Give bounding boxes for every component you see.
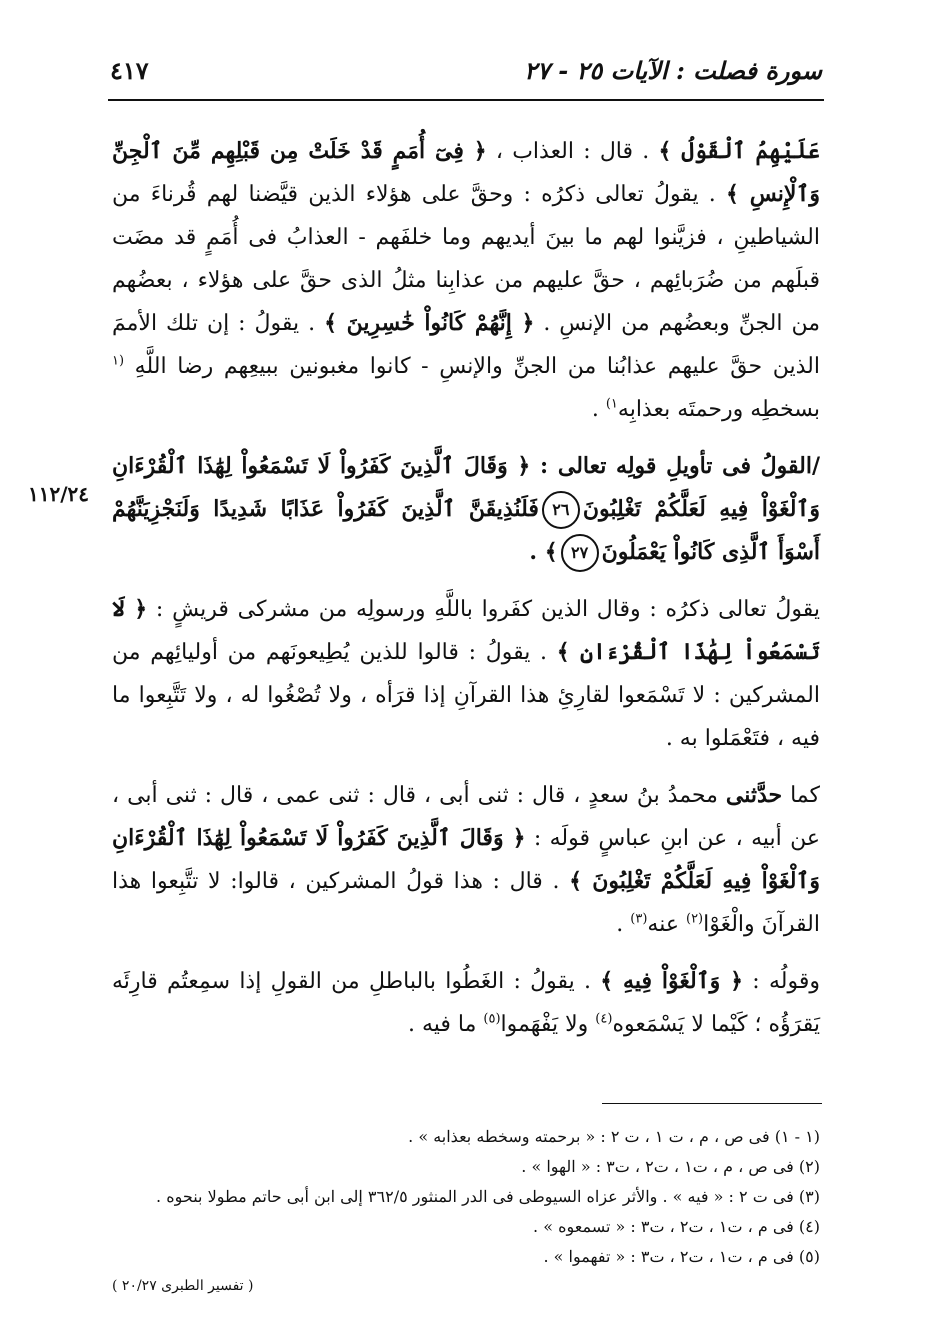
page-header — [110, 52, 822, 92]
commentary-text: ولا يَفْهَموا — [500, 1012, 596, 1037]
footnote: (١ - ١) فى ص ، م ، ت ١ ، ت ٢ : « برحمته وسخطه بعذابه » . — [408, 1127, 820, 1146]
header-rule — [108, 99, 824, 101]
quran-quote: ﴿ لَا تَسْمَعُواْ لِهَٰذَا ٱلْقُرْءَانِ ﴾ — [112, 596, 820, 665]
commentary-text: . يقولُ تعالى ذكرُه : وحقَّ على هؤلاء الذين قيَّضنا لهم قُرناءَ من الشياطينِ ، فزيَّنوا لهم ما بينَ أيديهم وما خلفَهم - العذابُ فى أُمَمٍ قد مضَت قبلَهم من ضُرَبائِهم ، حقَّ عليهم من عذابِنا مثلُ الذى حقَّ على هؤلاء ، بعضُهم من الجنِّ وبعضُهم من الإنسِ . — [112, 182, 820, 336]
page-footer: ( تفسير الطبرى ٢٠/٢٧ ) — [112, 1278, 254, 1294]
paragraph-2 — [112, 445, 820, 574]
commentary-text: كما — [782, 783, 820, 808]
commentary-text: . — [616, 912, 631, 937]
commentary-text: عنه — [647, 912, 686, 937]
narration-keyword: حدَّثنى — [725, 782, 783, 808]
quran-quote: عَلَيْهِمُ ٱلْقَوْلُ ﴾ — [658, 138, 821, 164]
paragraph-5 — [112, 960, 820, 1046]
commentary-text: ما فيه . — [407, 1012, 484, 1037]
commentary-text: بسخطِه ورحمتَه بعذابِه — [617, 397, 820, 422]
footnote-marker: (٤) — [595, 1011, 613, 1027]
footnote-marker: (١ — [112, 353, 125, 369]
section-heading: /القولُ فى تأويلِ قولِه تعالى : — [530, 453, 821, 479]
commentary-text: . قال : هذا قولُ المشركين ، قالوا: لا تتَّبِعوا هذا القرآنَ والْغَوْا — [112, 869, 820, 937]
verse-number-marker: ٢٦ — [542, 491, 580, 529]
paragraph-4 — [112, 774, 820, 946]
footnote-rule — [602, 1103, 822, 1104]
commentary-text: . يقولُ : قالوا للذين يُطِيعونَهم من أوليائِهم من المشركين : لا تَسْمَعوا لقارِئِ هذا القرآنِ إذا قرَأه ، ولا تُصْغُوا له ، ولا تَتَّبِعوا ما فيه ، فتَعْمَلوا به . — [112, 640, 820, 751]
quran-quote: ﴿ وَٱلْغَوْاْ فِيهِ ﴾ — [600, 968, 744, 994]
quran-quote: ﴿ وَقَالَ ٱلَّذِينَ كَفَرُواْ لَا تَسْمَعُواْ لِهَٰذَا ٱلْقُرْءَانِ وَٱلْغَوْاْ فِيهِ لَعَلَّكُمْ تَغْلِبُونَ ﴾ — [112, 825, 820, 894]
quran-quote: ﴿ إِنَّهُمْ كَانُواْ خَٰسِرِينَ ﴾ — [324, 310, 535, 336]
commentary-text: يقولُ تعالى ذكرُه : وقال الذين كفَروا باللَّهِ ورسولِه من مشركى قريشٍ : — [147, 597, 820, 622]
commentary-text: وقولُه : — [743, 969, 820, 994]
quran-quote: فَلَنُذِيقَنَّ ٱلَّذِينَ كَفَرُواْ عَذَابًا شَدِيدًا وَلَنَجْزِيَنَّهُمْ أَسْوَأَ ٱلَّذِى كَانُواْ يَعْمَلُونَ — [112, 496, 820, 565]
footnote: (٣) فى ت ٢ : « فيه » . والأثر عزاه السيوطى فى الدر المنثور ٣٦٢/٥ إلى ابن أبى حاتم مطولا بنحوه . — [156, 1187, 820, 1206]
paragraph-3 — [112, 588, 820, 760]
footnote: (٢) فى ص ، م ، ت١ ، ت٢ ، ت٣ : « الهوا » . — [521, 1157, 820, 1176]
commentary-text: محمدُ بنُ سعدٍ ، قال : ثنى أبى ، قال : ثنى عمى ، قال : ثنى أبى ، عن أبيه ، عن ابنِ عباسٍ قولَه : — [112, 783, 821, 851]
commentary-text: . يقولُ : الغَطُوا بالباطلِ من القولِ إذا سمِعتُم قارِئَه يَقرَؤُه ؛ كَيْما لا يَسْمَعوه — [112, 969, 820, 1037]
footnote-marker: (٣) — [630, 911, 648, 927]
footnote-marker: ١) — [605, 396, 618, 412]
footnote: (٥) فى م ، ت١ ، ت٢ ، ت٣ : « تفهموا » . — [543, 1247, 820, 1266]
commentary-text: . قال : العذاب ، — [486, 139, 659, 164]
commentary-text: . يقولُ : إن تلك الأممَ الذين حقَّ عليهم عذابُنا من الجنِّ والإنسِ - كانوا مغبونين ببيعِهم رضا اللَّهِ — [112, 311, 820, 379]
commentary-text: . — [591, 397, 606, 422]
footnote: (٤) فى م ، ت١ ، ت٢ ، ت٣ : « تسمعوه » . — [533, 1217, 820, 1236]
paragraph-1 — [112, 130, 820, 431]
page-number: ٤١٧ — [110, 56, 149, 85]
main-text — [112, 130, 820, 1046]
footnote-marker: (٢) — [685, 911, 704, 927]
running-title: سورة فصلت : الآيات ٢٥ - ٢٧ — [524, 56, 822, 85]
verse-number-marker: ٢٧ — [561, 534, 599, 572]
margin-reference: ١١٢/٢٤ — [28, 482, 90, 506]
quran-quote: ﴿ وَقَالَ ٱلَّذِينَ كَفَرُواْ لَا تَسْمَعُواْ لِهَٰذَا ٱلْقُرْءَانِ وَٱلْغَوْاْ فِيهِ لَعَلَّكُمْ تَغْلِبُونَ — [112, 453, 821, 522]
footnote-marker: (٥) — [483, 1011, 501, 1027]
quran-quote: ﴾ . — [529, 539, 558, 565]
quran-quote: ﴿ فِىٓ أُمَمٍ قَدْ خَلَتْ مِن قَبْلِهِم مِّنَ ٱلْجِنِّ وَٱلْإِنسِ ﴾ — [112, 138, 820, 207]
footnotes — [112, 1122, 820, 1272]
